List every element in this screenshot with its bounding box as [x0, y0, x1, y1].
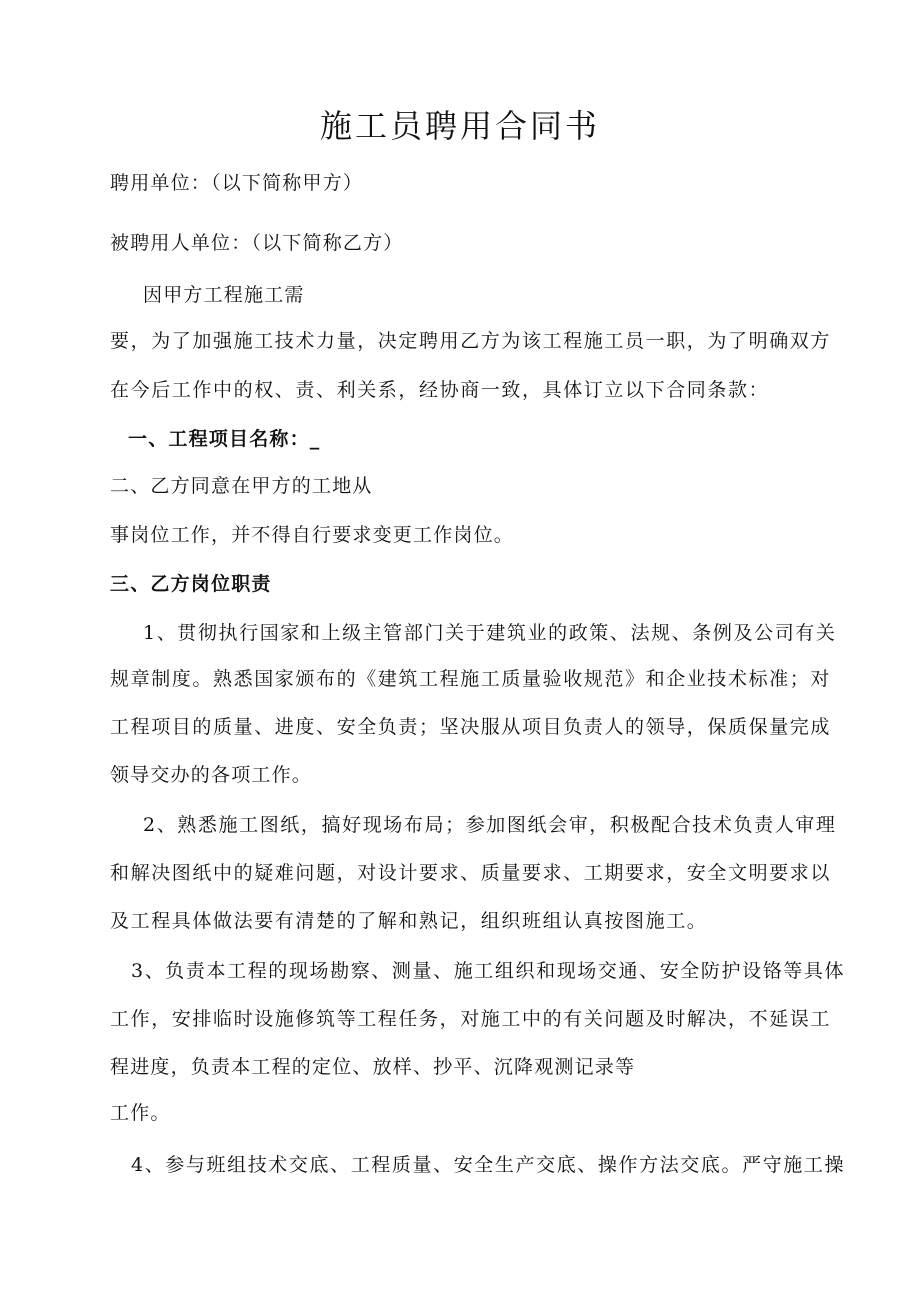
item-1-line-1: 1、贯彻执行国家和上级主管部门关于建筑业的政策、法规、条例及公司有关: [143, 622, 837, 644]
intro-line-1: 因甲方工程施工需: [143, 284, 305, 306]
employer-line: 聘用单位：（以下简称甲方）: [110, 172, 364, 194]
item-3-line-3: 程进度，负责本工程的定位、放样、抄平、沉降观测记录等: [110, 1056, 636, 1078]
item-3-line-2: 工作，安排临时设施修筑等工程任务，对施工中的有关问题及时解决，不延误工: [110, 1008, 832, 1030]
intro-line-3: 在今后工作中的权、责、利关系，经协商一致，具体订立以下合同条款：: [110, 379, 770, 401]
section-3-heading: 三、乙方岗位职责: [110, 573, 272, 595]
item-1-line-4: 领导交办的各项工作。: [110, 764, 313, 786]
section-1-heading: 一、工程项目名称：_: [128, 428, 321, 450]
item-3-line-4: 工作。: [110, 1102, 171, 1124]
item-2-line-2: 和解决图纸中的疑难问题，对设计要求、质量要求、工期要求，安全文明要求以: [110, 862, 832, 884]
item-2-line-1: 2、熟悉施工图纸，搞好现场布局；参加图纸会审，积极配合技术负责人审理: [143, 814, 837, 836]
section-2-line-1: 二、乙方同意在甲方的工地从: [110, 475, 373, 497]
item-3-line-1: 3、负责本工程的现场勘察、测量、施工组织和现场交通、安全防护设铬等具体: [131, 960, 846, 982]
section-2-line-2: 事岗位工作，并不得自行要求变更工作岗位。: [110, 524, 515, 546]
item-1-line-2: 规章制度。熟悉国家颁布的《建筑工程施工质量验收规范》和企业技术标准；对: [110, 668, 832, 690]
employee-line: 被聘用人单位：（以下简称乙方）: [110, 232, 404, 254]
document-title: 施工员聘用合同书: [319, 107, 600, 145]
item-2-line-3: 及工程具体做法要有清楚的了解和熟记，组织班组认真按图施工。: [110, 910, 708, 932]
intro-line-2: 要，为了加强施工技术力量，决定聘用乙方为该工程施工员一职，为了明确双方: [110, 330, 832, 352]
item-1-line-3: 工程项目的质量、进度、安全负责；坚决服从项目负责人的领导，保质保量完成: [110, 716, 832, 738]
item-4-line-1: 4、参与班组技术交底、工程质量、安全生产交底、操作方法交底。严守施工操: [131, 1154, 846, 1176]
